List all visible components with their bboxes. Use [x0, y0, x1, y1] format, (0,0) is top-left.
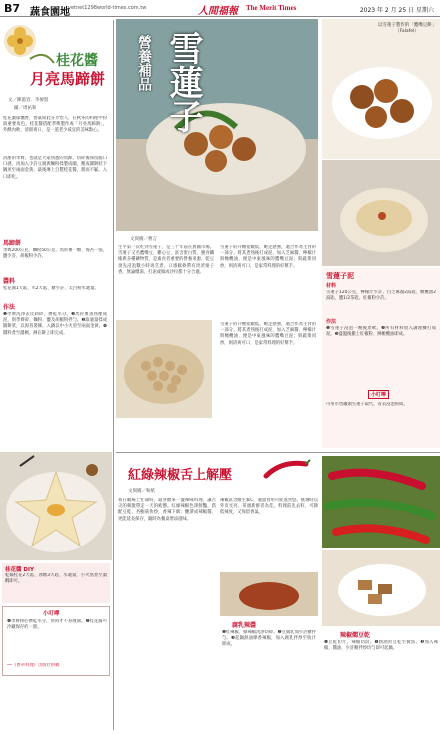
falafel-illustration [322, 19, 440, 159]
snow-lotus-hero-photo [116, 19, 318, 231]
red-chili-icon [262, 456, 312, 482]
article3-body-col1: 我在職場上忙碌時，最喜歡來一盤辣味料理，讓舌尖的刺激帶走一天的疲憊。紅綠辣椒色澤鮮豔，搭配豆乾、杏鮑菇快炒，香辣下飯；醃漬成辣椒醬，更能延長保存，隨時為餐桌增添滋味。 [118, 498, 216, 522]
box2-text: ❶豆乾切片，辣椒切段。❷熱油煎豆乾至微焦。❸加入辣椒、醬油、少許糖拌炒均勻即可起鍋。 [324, 640, 438, 652]
source-credit: ──《香草料理》出版社供稿 [7, 663, 60, 668]
article3-body-col2: 辣椒富含維生素C，適量食用可促進食慾。挑選時以外皮光亮、蒂頭新鮮者為佳。料理前先去籽，可降低辣度，又保留香氣。 [220, 498, 318, 516]
red-green-chili-photo [322, 456, 440, 548]
photo-caption: 辣椒燜豆乾 [340, 632, 371, 639]
page-number: B7 [4, 2, 21, 15]
article1-byline-text: 文／陳滋容．李俊賢 [8, 98, 49, 103]
caption-heading: 桂花醬 DIY [5, 567, 35, 573]
recipe-box-ingredients-heading: 材料 [326, 283, 337, 289]
sauce-text: 桂花醬1大匙、水2大匙、糖少許、太白粉水適量。 [3, 286, 99, 291]
chili-pile-illustration [322, 456, 440, 548]
falafel-caption: 以雪蓮子製作的「鷹嘴豆餅」（Falafel） [377, 23, 437, 34]
article2-kicker: 營養補品 [136, 35, 152, 91]
issue-date: 2023 年 2 月 25 日 星期六 [359, 7, 434, 14]
article2-byline: 文與圖／曹言 [130, 237, 157, 242]
article2-title: 雪蓮子 [163, 31, 203, 133]
tofu-dish-illustration [322, 550, 440, 626]
tips-text: ❶荸薺務必擠乾水分，煎時才不易散開。❷桂花醬可冷藏保存約一週。 [7, 619, 107, 631]
chickpeas-photo [116, 320, 212, 418]
chili-sauce-illustration [220, 572, 318, 616]
box1-text: ❶紅辣椒、綠辣椒洗淨切碎。❷豆腐乳加少許糖拌勻。❸起鍋熱油爆香辣椒，加入腐乳拌炒至收汁即成。 [222, 630, 316, 648]
steps-text: ❶荸薺洗淨去皮剁碎，擠乾水分。❷馬鈴薯蒸熟壓成泥，與荸薺碎、麵粉、鹽及胡椒粉拌勻。❸取適量揉成圓餅狀，以海苔裝飾，入鍋以中小火煎至兩面金黃。❹醬料煮至濃稠，淋在餅上即完成。 [3, 312, 107, 336]
article1-byline-photo: 攝／周祐和 [14, 106, 37, 111]
recipe-box-ingredients: 雪蓮子120公克、檸檬汁少許、白芝麻醬2湯匙、橄欖油2湯匙、鹽1/2茶匙、紅椒粉少許。 [326, 290, 436, 302]
tips-box [2, 606, 110, 676]
recipe-box-steps-heading: 作法 [326, 319, 337, 325]
chili-icon [262, 456, 312, 482]
recipe-box [322, 268, 440, 448]
section-name: 蔬食園地 [30, 7, 70, 18]
pancake-plate-illustration [0, 452, 112, 560]
article3-title: 紅綠辣椒舌上解壓 [128, 468, 233, 483]
article1-body: 清甜的荸薺，也就是大家熟悉的馬蹄，切碎後保留脆口口感，再加入少許豆腐與麵粉揉製成團，壓成圓餅狀下鍋煎至兩面金黃，最後淋上自製桂花醬，甜而不膩，入口即化。 [3, 156, 107, 180]
article-title-line1: 桂花醬 [56, 53, 98, 69]
newspaper-logo: 人間福報 [198, 6, 238, 17]
recipe-box-steps: ❶雪蓮子浸泡一晚後煮軟。❷所有材料放入調理機打成泥。❸盛盤後撒上紅椒粉、淋橄欖油即成。 [326, 326, 436, 338]
caption-box [2, 563, 110, 603]
star-pancake-photo [0, 452, 112, 560]
hummus-photo [322, 160, 440, 266]
falafel-photo [322, 19, 440, 159]
box1-heading: 腐乳辣醬 [232, 622, 257, 629]
ingredients-text: 荸薺200公克、麵粉50公克、馬鈴薯一顆、海苔一張、鹽少許、胡椒粉少許。 [3, 248, 107, 260]
article2-body-col1: 生平第一次吃到雪蓮子，是三十年前在異國市場。雪蓮子又名鷹嘴豆、雞心豆，富含蛋白質、膳食纖維與多種礦物質，是素食者重要的營養來源。乾豆須先浸泡數小時再烹煮，口感鬆軟帶有淡淡栗子香，無論燉湯、打泥或做成沙拉都十分合適。 [118, 245, 214, 275]
recipe-box-tip: 可用市售罐頭雪蓮子取代，省去浸泡時間。 [326, 402, 408, 407]
recipe-box-tip-heading: 小叮嚀 [368, 390, 389, 399]
ingredients-heading: 馬蹄餅 [3, 240, 22, 247]
article2-body-lower: 雪蓮子的升糖指數低，飽足感強，適合作為主食的一部分。將其煮熟後打成泥，加入芝麻醬、檸檬汁與橄欖油，便是中東風味的鷹嘴豆泥；與蔬菜同炒，則清爽可口，是家常料理的好幫手。 [220, 322, 316, 346]
recipe-box-title: 雪蓮子泥 [326, 272, 354, 280]
chickpeas-illustration [116, 320, 212, 418]
masthead [0, 0, 440, 17]
sauce-heading: 醬料 [3, 278, 16, 285]
chili-sauce-photo [220, 572, 318, 616]
website-url[interactable]: vetnet1298world-times.com.tw [68, 5, 147, 11]
hummus-illustration [322, 160, 440, 266]
newspaper-logo-en: The Merit Times [246, 4, 297, 12]
article2-body-col2: 雪蓮子的升糖指數低，飽足感強，適合作為主食的一部分。將其煮熟後打成泥，加入芝麻醬、檸檬汁與橄欖油，便是中東風味的鷹嘴豆泥；與蔬菜同炒，則清爽可口，是家常料理的好幫手。 [220, 245, 316, 269]
article3-byline: 文與圖／和紙 [128, 489, 155, 494]
section-divider [116, 452, 440, 453]
caption-text: 乾燥桂花2大匙、冰糖3大匙、水適量，小火熬煮至濃稠即可。 [5, 573, 107, 585]
article-title-line2: 月亮馬蹄餅 [30, 70, 106, 88]
column-divider [113, 20, 114, 730]
tips-heading: 小叮嚀 [43, 611, 60, 617]
steps-heading: 作法 [3, 304, 16, 311]
dried-tofu-photo [322, 550, 440, 626]
article1-intro: 桂花濃郁飄香，香氣如此芬芳怡人，在秋冬的料理中扮演重要角色。桂花醬搭配荸薺製作成「月亮馬蹄餅」，外酥內軟、清甜爽口，是一道老少咸宜的美味點心。 [3, 116, 107, 134]
